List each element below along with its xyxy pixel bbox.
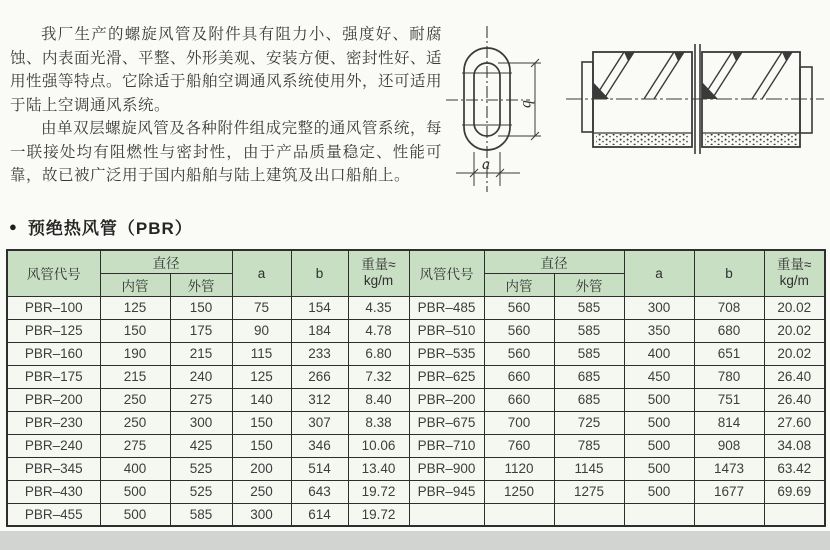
intro-paragraph-2: 由单双层螺旋风管及各种附件组成完整的通风管系统，每一联接处均有阻燃性与密封性，由于产品质量稳定、性能可靠，故已被广泛用于国内船舶与陆上建筑及出口船舶上。 [10, 120, 442, 184]
table-cell: 500 [100, 480, 170, 503]
section-title-text: 预绝热风管（PBR） [27, 219, 193, 238]
table-cell: PBR–160 [7, 342, 100, 365]
table-cell: 20.02 [764, 342, 825, 365]
table-cell: 680 [694, 319, 764, 342]
table-cell: PBR–945 [409, 480, 484, 503]
table-cell: PBR–510 [409, 319, 484, 342]
table-cell: 250 [232, 480, 291, 503]
table-cell: 514 [291, 457, 348, 480]
table-cell: 814 [694, 411, 764, 434]
table-cell: 233 [291, 342, 348, 365]
intro-paragraph-1: 我厂生产的螺旋风管及附件具有阻力小、强度好、耐腐蚀、内表面光滑、平整、外形美观、安装方便、密封性好、适用性强等特点。它除适于船舶空调通风系统使用外，还可适用于陆上空调通风系统。 [10, 26, 443, 114]
table-cell: 585 [554, 319, 624, 342]
table-cell: 425 [170, 434, 232, 457]
table-cell: 19.72 [348, 480, 409, 503]
table-header [7, 250, 825, 296]
spiral-seams-left [593, 52, 684, 99]
table-cell: 27.60 [764, 411, 825, 434]
table-row [7, 457, 825, 480]
insulation-texture-right [705, 134, 797, 145]
table-cell: 1677 [694, 480, 764, 503]
table-row [7, 365, 825, 388]
table-cell: 643 [291, 480, 348, 503]
table-cell: 346 [291, 434, 348, 457]
table-row [7, 319, 825, 342]
table-cell: 651 [694, 342, 764, 365]
table-cell: 585 [554, 342, 624, 365]
table-cell: 1145 [554, 457, 624, 480]
header-a-left: a [232, 250, 291, 296]
table-cell [764, 503, 825, 526]
table-cell: 1250 [484, 480, 554, 503]
table-cell: 200 [232, 457, 291, 480]
oval-cross-section-diagram [442, 12, 554, 204]
dimension-label-b: b [519, 100, 536, 108]
table-cell: PBR–900 [409, 457, 484, 480]
pbr-table [6, 249, 826, 527]
table-cell: 26.40 [764, 365, 825, 388]
header-diameter-left: 直径 [100, 250, 232, 273]
table-cell: 660 [484, 388, 554, 411]
table-cell: 10.06 [348, 434, 409, 457]
table-cell: 215 [100, 365, 170, 388]
header-a-right: a [624, 250, 694, 296]
table-cell: 150 [170, 296, 232, 319]
table-row [7, 342, 825, 365]
table-cell: PBR–230 [7, 411, 100, 434]
table-cell: 585 [554, 296, 624, 319]
table-cell: 20.02 [764, 296, 825, 319]
table-cell: 660 [484, 365, 554, 388]
header-code-right: 风管代号 [409, 250, 484, 296]
header-inner-right: 内管 [484, 273, 554, 296]
header-outer-right: 外管 [554, 273, 624, 296]
table-row [7, 411, 825, 434]
table-cell: 500 [624, 480, 694, 503]
table-row [7, 434, 825, 457]
table-cell: PBR–175 [7, 365, 100, 388]
table-cell: 500 [100, 503, 170, 526]
spiral-seams-right [702, 52, 792, 99]
table-cell: PBR–125 [7, 319, 100, 342]
table-cell: PBR–430 [7, 480, 100, 503]
table-cell: 125 [100, 296, 170, 319]
table-cell: PBR–535 [409, 342, 484, 365]
table-cell: 585 [170, 503, 232, 526]
table-cell: 275 [170, 388, 232, 411]
table-cell: 908 [694, 434, 764, 457]
table-cell: 154 [291, 296, 348, 319]
table-cell: 34.08 [764, 434, 825, 457]
table-cell: 19.72 [348, 503, 409, 526]
table-cell: 8.38 [348, 411, 409, 434]
table-cell: 1473 [694, 457, 764, 480]
header-b-right: b [694, 250, 764, 296]
duct-left-cap [582, 62, 593, 132]
spiral-duct-diagram [556, 18, 828, 160]
table-cell: 75 [232, 296, 291, 319]
table-cell [624, 503, 694, 526]
table-cell: 500 [624, 434, 694, 457]
table-cell: 300 [232, 503, 291, 526]
section-title [9, 214, 193, 239]
table-cell: 500 [624, 457, 694, 480]
table-cell: PBR–100 [7, 296, 100, 319]
table-cell: PBR–675 [409, 411, 484, 434]
table-cell: 614 [291, 503, 348, 526]
table-cell: 26.40 [764, 388, 825, 411]
table-cell: 184 [291, 319, 348, 342]
table-cell: 6.80 [348, 342, 409, 365]
duct-right-cap [800, 67, 812, 133]
table-cell: PBR–200 [409, 388, 484, 411]
table-cell: 125 [232, 365, 291, 388]
table-cell: PBR–345 [7, 457, 100, 480]
table-cell: 4.35 [348, 296, 409, 319]
table-cell [409, 503, 484, 526]
table-cell: 4.78 [348, 319, 409, 342]
table-cell: 20.02 [764, 319, 825, 342]
table-cell: PBR–240 [7, 434, 100, 457]
page-bottom-margin [0, 531, 830, 550]
table-cell: 525 [170, 480, 232, 503]
table-cell: 150 [100, 319, 170, 342]
table-cell: 751 [694, 388, 764, 411]
dimension-label-a: a [482, 156, 490, 173]
table-cell: 8.40 [348, 388, 409, 411]
table-cell: 307 [291, 411, 348, 434]
table-cell: 1120 [484, 457, 554, 480]
table-cell: PBR–200 [7, 388, 100, 411]
table-cell: 300 [624, 296, 694, 319]
table-cell: 266 [291, 365, 348, 388]
table-cell: 685 [554, 388, 624, 411]
table-cell [694, 503, 764, 526]
table-cell: PBR–485 [409, 296, 484, 319]
header-weight-left: 重量≈ kg/m [348, 250, 409, 296]
table-cell: 525 [170, 457, 232, 480]
table-cell: 13.40 [348, 457, 409, 480]
table-cell: PBR–455 [7, 503, 100, 526]
table-row [7, 296, 825, 319]
table-cell: 560 [484, 342, 554, 365]
table-cell: 312 [291, 388, 348, 411]
table-cell: 140 [232, 388, 291, 411]
header-code-left: 风管代号 [7, 250, 100, 296]
table-cell: 1275 [554, 480, 624, 503]
table-cell: 785 [554, 434, 624, 457]
table-cell: 725 [554, 411, 624, 434]
intro-text [10, 23, 442, 188]
table-cell: 760 [484, 434, 554, 457]
table-cell: 63.42 [764, 457, 825, 480]
table-cell: PBR–710 [409, 434, 484, 457]
header-b-left: b [291, 250, 348, 296]
table-row [7, 480, 825, 503]
table-cell: 700 [484, 411, 554, 434]
table-cell: 685 [554, 365, 624, 388]
table-cell: 250 [100, 388, 170, 411]
table-cell: 215 [170, 342, 232, 365]
table-cell: PBR–625 [409, 365, 484, 388]
insulation-texture-left [596, 134, 689, 145]
header-weight-right: 重量≈ kg/m [764, 250, 825, 296]
header-diameter-right: 直径 [484, 250, 624, 273]
table-cell: 400 [624, 342, 694, 365]
table-cell: 708 [694, 296, 764, 319]
table-cell: 175 [170, 319, 232, 342]
table-cell: 500 [624, 411, 694, 434]
table-cell [484, 503, 554, 526]
table-cell: 400 [100, 457, 170, 480]
table-cell: 7.32 [348, 365, 409, 388]
table-cell: 275 [100, 434, 170, 457]
table-cell: 450 [624, 365, 694, 388]
pbr-table-body [7, 296, 825, 526]
table-cell: 300 [170, 411, 232, 434]
table-cell: 150 [232, 434, 291, 457]
table-cell: 90 [232, 319, 291, 342]
header-inner-left: 内管 [100, 273, 170, 296]
table-cell: 250 [100, 411, 170, 434]
table-cell: 240 [170, 365, 232, 388]
table-cell: 560 [484, 319, 554, 342]
table-cell: 150 [232, 411, 291, 434]
table-cell: 190 [100, 342, 170, 365]
table-cell: 69.69 [764, 480, 825, 503]
table-cell: 115 [232, 342, 291, 365]
bullet-icon: ● [9, 219, 18, 234]
table-cell: 350 [624, 319, 694, 342]
table-cell: 560 [484, 296, 554, 319]
table-cell: 780 [694, 365, 764, 388]
table-row [7, 388, 825, 411]
header-outer-left: 外管 [170, 273, 232, 296]
table-cell: 500 [624, 388, 694, 411]
table-row [7, 503, 825, 526]
table-cell [554, 503, 624, 526]
